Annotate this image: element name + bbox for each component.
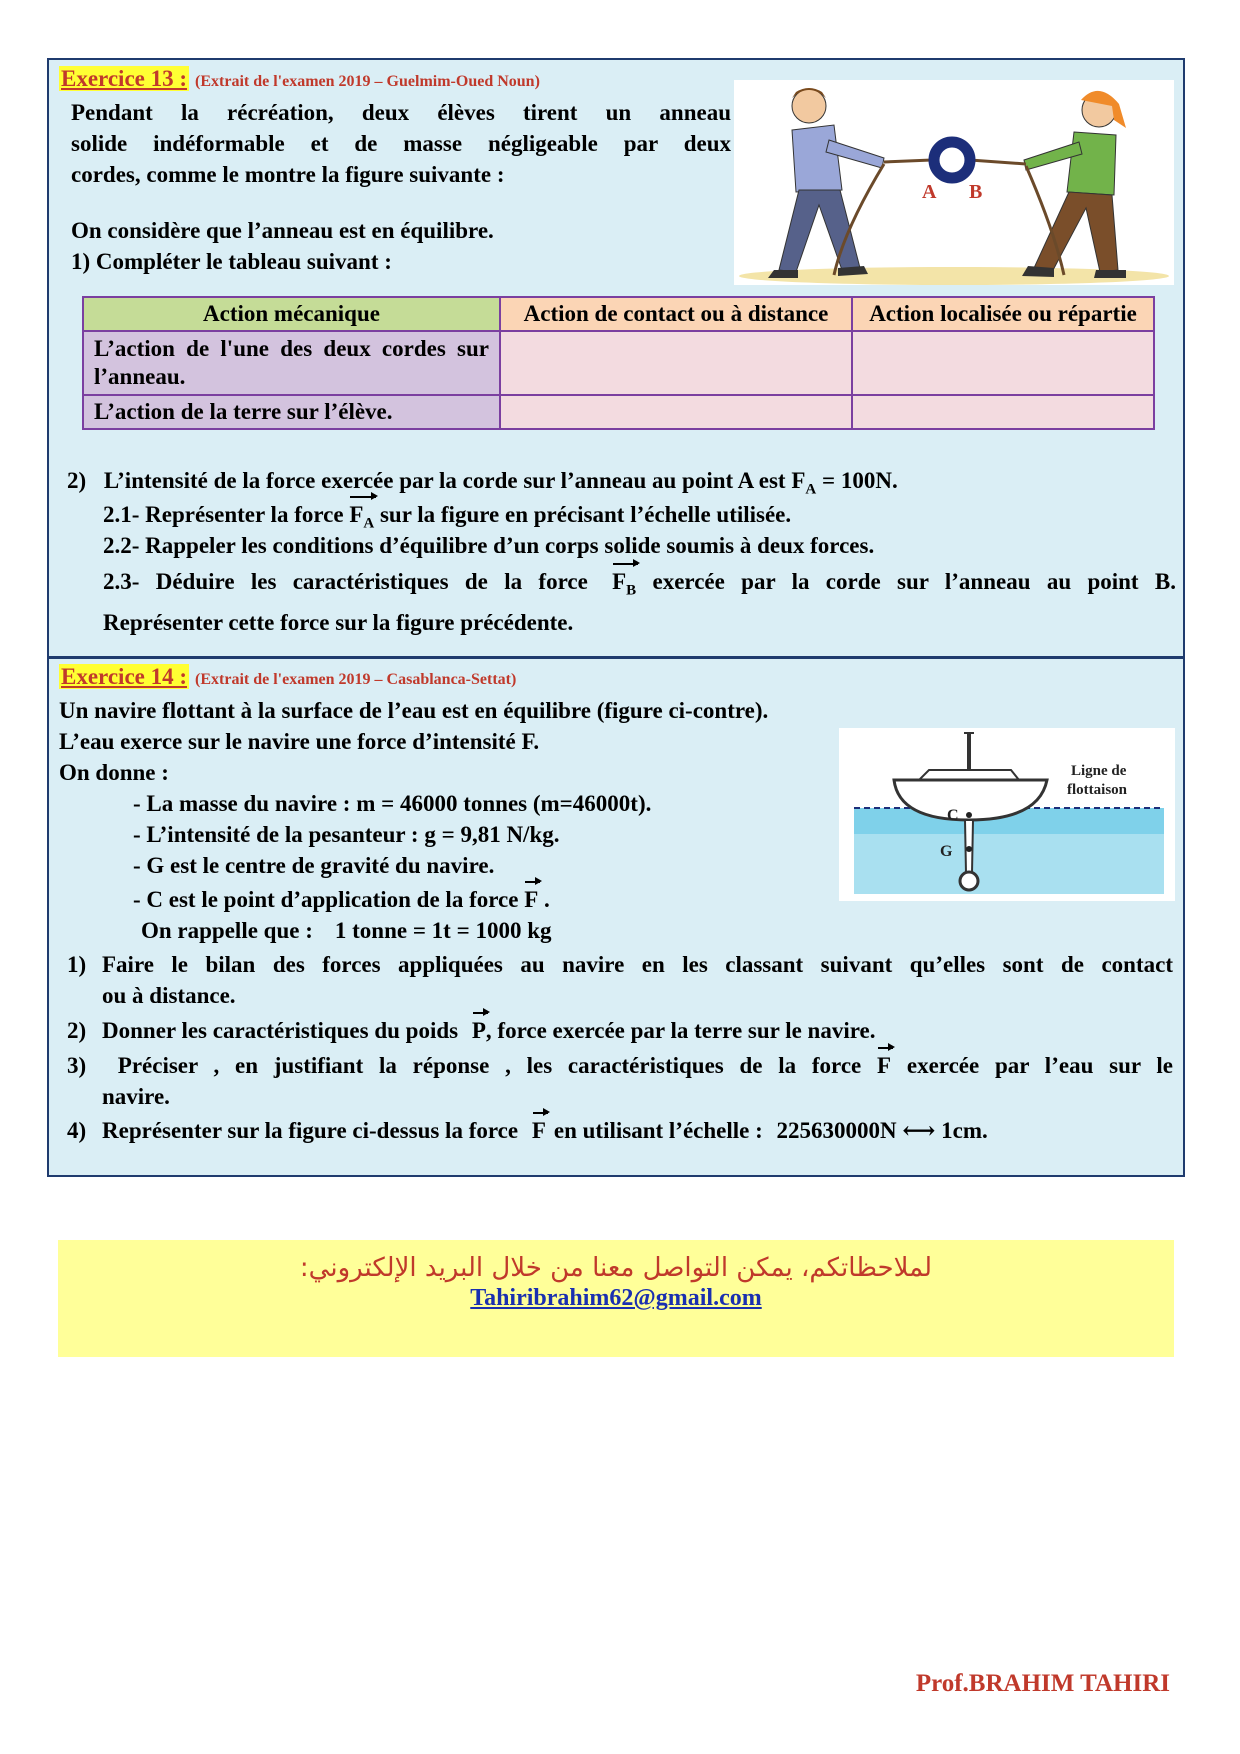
exercise-14-source: (Extrait de l'examen 2019 – Casablanca-Settat) [195,671,517,688]
exercise-13-header [59,66,540,92]
ex14-question-4 [67,1115,988,1146]
question-2-3-rest: exercée par la corde sur l’anneau au point B. [652,569,1176,594]
vector-p-letter: P [471,1018,486,1043]
given-center-gravity: - G est le centre de gravité du navire. [133,853,495,878]
header-localisee-repartie: Action localisée ou répartie [852,297,1154,331]
vector-f [524,884,538,915]
actions-table [82,296,1155,430]
header-contact-distance: Action de contact ou à distance [500,297,852,331]
ring-point-a-label: A [922,181,937,203]
exercise-14-statement [59,695,768,788]
vector-fa-subscript: A [363,515,375,532]
answer-cell-terre-localisee[interactable] [852,395,1154,429]
statement-line-2: L’eau exerce sur le navire une force d’intensité F. [59,729,540,754]
given-application-point-end: . [538,887,550,912]
ex14-question-3 [67,1050,1173,1112]
ex14-question-3-line-2: navire. [102,1084,170,1109]
question-2-2: 2.2- Rappeler les conditions d’équilibre d’un corps solide soumis à deux forces. [103,533,875,558]
vector-f-letter: F [524,887,539,912]
recall-line [141,915,651,946]
ex14-question-3-number: 3) [67,1053,87,1078]
waterline-label-line-1: Ligne de [1071,763,1127,779]
question-2-text: L’intensité de la force exercée par la corde sur l’anneau au point A est F [103,468,806,493]
statement-line-1: Un navire flottant à la surface de l’eau est en équilibre (figure ci-contre). [59,698,769,723]
ex14-question-2-text: Donner les caractéristiques du poids [102,1018,459,1043]
exercise-13-title: Exercice 13 : [61,66,188,91]
given-gravity: - L’intensité de la pesanteur : g = 9,81 N/kg. [133,822,560,847]
question-2-1-rest: sur la figure en précisant l’échelle utilisée. [374,502,792,527]
ex14-question-1-line-2: ou à distance. [102,983,236,1008]
vector-fb [612,566,636,607]
vector-f-q3-letter: F [877,1053,892,1078]
ex14-question-1-number: 1) [67,952,87,977]
ship-figure [839,728,1175,901]
tug-of-war-figure [734,80,1174,285]
exercise-14-box [47,657,1185,1177]
given-mass: - La masse du navire : m = 46000 tonnes (m=46000t). [133,791,652,816]
vector-f-q4 [532,1115,546,1146]
contact-arabic-text: لملاحظاتكم، يمكن التواصل معنا من خلال البريد الإلكتروني: [299,1253,933,1283]
scale-value: 225630000N [776,1118,897,1143]
point-c-label: C [947,807,959,824]
intro-line-3: cordes, comme le montre la figure suivante : [71,162,505,187]
vector-p [472,1015,486,1046]
ex14-question-3-rest: exercée par l’eau sur le [906,1053,1174,1078]
ex14-question-2 [67,1015,875,1046]
ex14-question-1-text: Faire le bilan des forces appliquées au navire en les classant suivant qu’elles sont de contact [102,952,1173,977]
question-2-3 [103,566,1176,638]
question-1: 1) Compléter le tableau suivant : [71,249,392,274]
given-data-list [133,788,651,946]
vector-f-q3 [877,1050,891,1081]
scale-unit: 1cm. [941,1118,988,1143]
given-application-point-text: - C est le point d’application de la force [133,887,525,912]
point-g-label: G [940,843,953,860]
statement-line-3: On donne : [59,760,169,785]
table-row [83,331,1154,395]
exercise-14-title: Exercice 14 : [61,664,188,689]
vector-fb-letter: F [612,569,627,594]
exercise-13-intro [71,97,731,277]
vector-fa-letter: F [349,502,364,527]
table-row [83,395,1154,429]
waterline-label-line-2: flottaison [1067,782,1127,798]
author-signature: Prof.BRAHIM TAHIRI [915,1670,1170,1697]
answer-cell-corde-contact[interactable] [500,331,852,395]
ring-point-b-label: B [969,181,983,203]
scale-arrow-icon: ⟷ [902,1118,936,1143]
question-2-1-text: 2.1- Représenter la force [103,502,350,527]
row-label-terre: L’action de la terre sur l’élève. [83,395,500,429]
contact-email-link[interactable]: Tahiribrahim62@gmail.com [470,1285,762,1311]
answer-cell-corde-localisee[interactable] [852,331,1154,395]
recall-label: On rappelle que : [141,918,313,943]
actions-table-header-row [83,297,1154,331]
exercise-13-source: (Extrait de l'examen 2019 – Guelmim-Oued Noun) [195,73,540,90]
answer-cell-terre-contact[interactable] [500,395,852,429]
exercise-14-header [59,664,516,690]
question-2-value: = 100N. [816,468,898,493]
given-application-point [133,884,651,915]
intro-line-1: Pendant la récréation, deux élèves tirent un anneau [71,100,731,125]
contact-footer [58,1240,1174,1357]
ex14-question-2-rest: , force exercée par la terre sur le navire. [485,1018,876,1043]
ex14-question-4-number: 4) [67,1118,87,1143]
question-2-3-text: 2.3- Déduire les caractéristiques de la force [103,569,588,594]
equilibrium-statement: On considère que l’anneau est en équilibre. [71,218,494,243]
intro-line-2: solide indéformable et de masse négligeable par deux [71,131,731,156]
ex14-question-2-number: 2) [67,1018,87,1043]
ex14-question-3-text: Préciser , en justifiant la réponse , les caractéristiques de la force [117,1053,862,1078]
header-action-mecanique: Action mécanique [83,297,500,331]
recall-equation: 1 tonne = 1t = 1000 kg [334,918,552,943]
exercise-13-box [47,58,1185,658]
question-2-3-line-2: Représenter cette force sur la figure précédente. [103,609,574,635]
ex14-question-1 [67,949,1173,1011]
question-2-subscript: A [805,481,817,498]
vector-fb-subscript: B [626,582,637,599]
ex14-question-4-text: Représenter sur la figure ci-dessus la force [102,1118,519,1143]
row-label-corde: L’action de l'une des deux cordes sur l’anneau. [83,331,500,395]
question-2-number: 2) [67,468,87,493]
ex14-question-4-rest: en utilisant l’échelle : [553,1118,763,1143]
vector-f-q4-letter: F [531,1118,546,1143]
